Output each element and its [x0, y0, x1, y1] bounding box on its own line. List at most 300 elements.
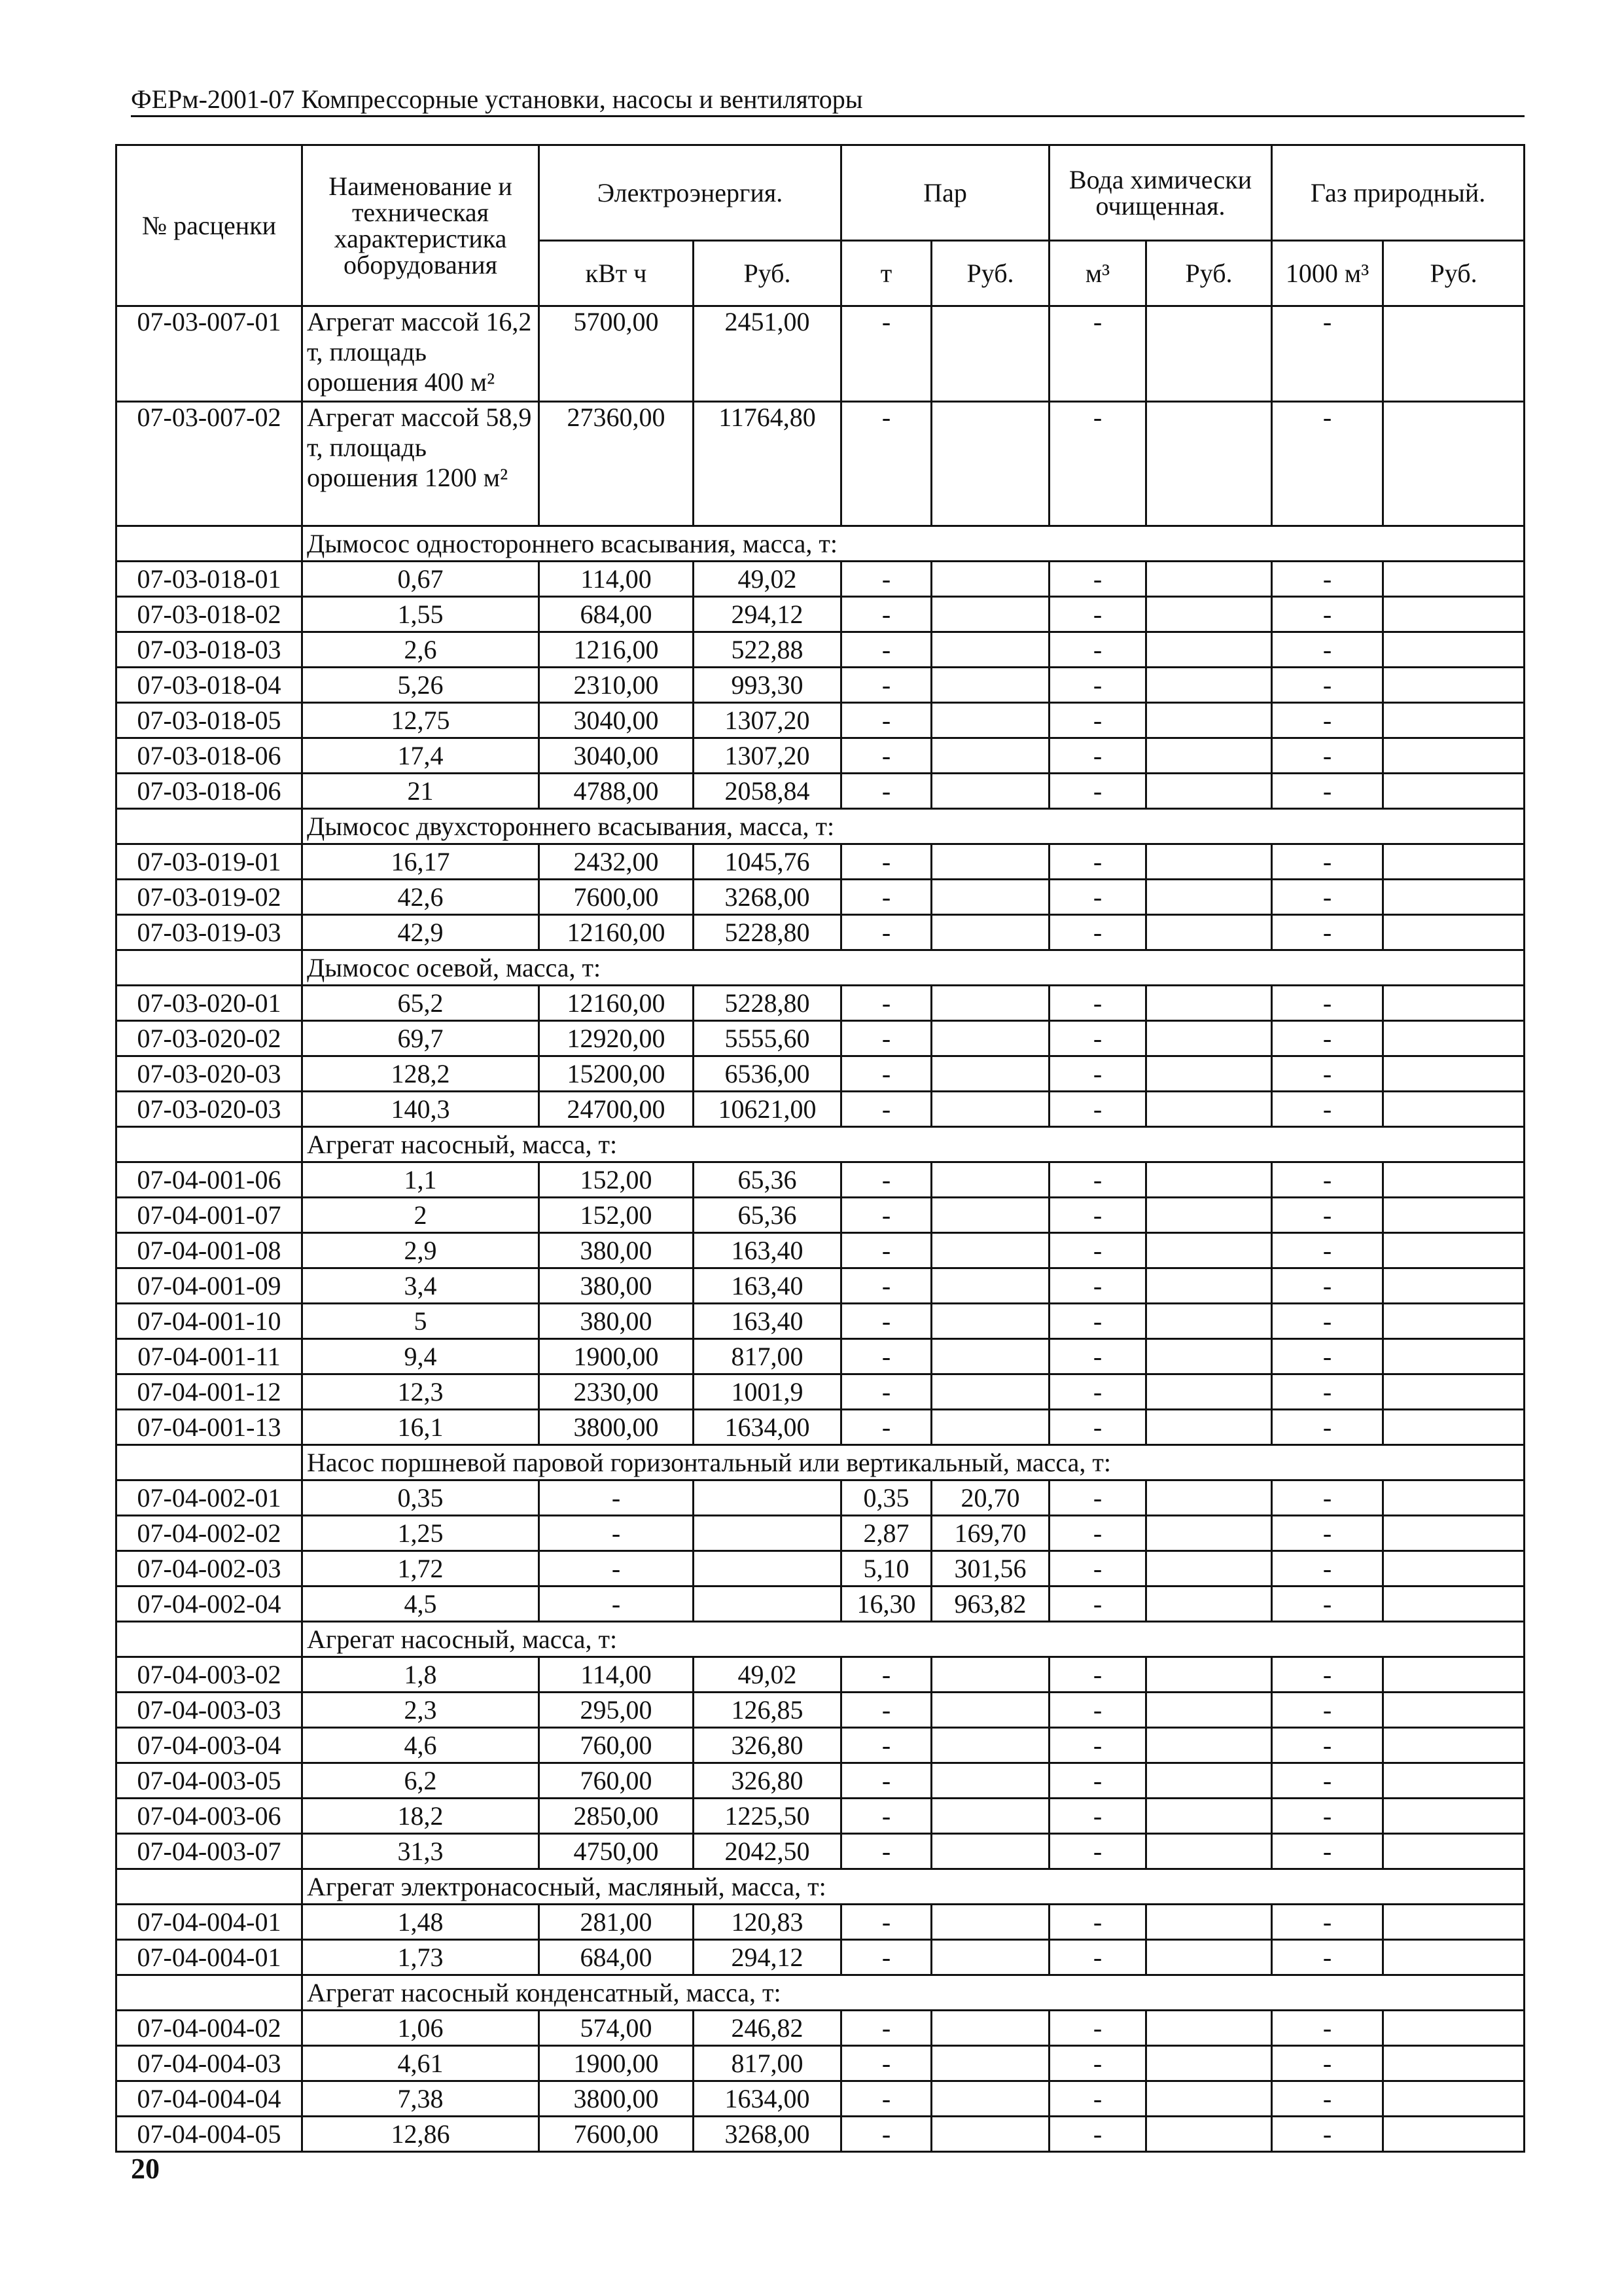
cell-code: 07-03-018-01 — [116, 562, 302, 597]
cell-code: 07-04-001-07 — [116, 1198, 302, 1233]
cell-name: 128,2 — [302, 1056, 539, 1092]
table-row — [116, 2081, 1525, 2117]
cell-code: 07-03-018-06 — [116, 774, 302, 809]
cell-mrub — [1146, 738, 1272, 774]
cell-kwh: 3800,00 — [539, 1410, 694, 1445]
cell-kwh: 574,00 — [539, 2011, 694, 2046]
cell-name: 4,5 — [302, 1587, 539, 1622]
cell-kwh: 684,00 — [539, 1940, 694, 1975]
cell-gas: - — [1272, 1657, 1383, 1693]
cell-m3: - — [1050, 844, 1146, 880]
cell-trub — [932, 986, 1050, 1021]
cell-name: 0,35 — [302, 1480, 539, 1516]
cell-code: 07-04-004-04 — [116, 2081, 302, 2117]
cell-kwh: 684,00 — [539, 597, 694, 632]
table-row — [116, 1092, 1525, 1127]
cell-code: 07-03-018-05 — [116, 703, 302, 738]
cell-grub — [1383, 1410, 1525, 1445]
cell-rub: 126,85 — [694, 1693, 841, 1728]
rates-table — [115, 144, 1525, 2153]
cell-name: 1,8 — [302, 1657, 539, 1693]
cell-name: 16,1 — [302, 1410, 539, 1445]
cell-mrub — [1146, 1410, 1272, 1445]
cell-kwh: 152,00 — [539, 1198, 694, 1233]
cell-m3: - — [1050, 1834, 1146, 1869]
cell-mrub — [1146, 597, 1272, 632]
cell-code: 07-04-001-11 — [116, 1339, 302, 1374]
table-row — [116, 844, 1525, 880]
cell-rub: 817,00 — [694, 2046, 841, 2081]
cell-t: - — [841, 703, 932, 738]
cell-m3: - — [1050, 632, 1146, 668]
cell-kwh: 3800,00 — [539, 2081, 694, 2117]
cell-mrub — [1146, 1940, 1272, 1975]
cell-m3: - — [1050, 1021, 1146, 1056]
table-body — [116, 306, 1525, 2152]
cell-gas: - — [1272, 1410, 1383, 1445]
cell-mrub — [1146, 1198, 1272, 1233]
cell-t: - — [841, 2081, 932, 2117]
cell-t: - — [841, 986, 932, 1021]
cell-gas: - — [1272, 1092, 1383, 1127]
cell-gas: - — [1272, 1799, 1383, 1834]
table-row — [116, 1339, 1525, 1374]
cell-gas: - — [1272, 738, 1383, 774]
table-row — [116, 774, 1525, 809]
cell-rub: 11764,80 — [694, 402, 841, 526]
cell-name: 1,48 — [302, 1905, 539, 1940]
cell-mrub — [1146, 1339, 1272, 1374]
section-title: Дымосос осевой, масса, т: — [302, 950, 1525, 986]
cell-t: - — [841, 2046, 932, 2081]
cell-rub: 294,12 — [694, 597, 841, 632]
table-row — [116, 1304, 1525, 1339]
section-row — [116, 1445, 1525, 1480]
cell-t: - — [841, 632, 932, 668]
cell-grub — [1383, 1551, 1525, 1587]
section-code-cell — [116, 1622, 302, 1657]
cell-rub: 3268,00 — [694, 2117, 841, 2152]
cell-t: - — [841, 1162, 932, 1198]
header-gas-rub: Руб. — [1383, 241, 1525, 306]
cell-rub — [694, 1480, 841, 1516]
cell-trub — [932, 1021, 1050, 1056]
cell-t: - — [841, 306, 932, 402]
cell-kwh: 2432,00 — [539, 844, 694, 880]
cell-trub — [932, 1233, 1050, 1268]
cell-name: 69,7 — [302, 1021, 539, 1056]
cell-gas: - — [1272, 703, 1383, 738]
table-row — [116, 632, 1525, 668]
cell-kwh: 152,00 — [539, 1162, 694, 1198]
cell-grub — [1383, 562, 1525, 597]
cell-m3: - — [1050, 1056, 1146, 1092]
cell-kwh: 760,00 — [539, 1763, 694, 1799]
cell-mrub — [1146, 1304, 1272, 1339]
header-code: № расценки — [116, 145, 302, 306]
cell-t: - — [841, 844, 932, 880]
cell-rub: 65,36 — [694, 1198, 841, 1233]
cell-mrub — [1146, 1021, 1272, 1056]
cell-mrub — [1146, 915, 1272, 950]
table-row — [116, 1940, 1525, 1975]
cell-rub: 246,82 — [694, 2011, 841, 2046]
cell-t: - — [841, 2011, 932, 2046]
cell-gas: - — [1272, 774, 1383, 809]
cell-kwh: 380,00 — [539, 1268, 694, 1304]
cell-t: 5,10 — [841, 1551, 932, 1587]
cell-trub — [932, 1268, 1050, 1304]
cell-t: - — [841, 1940, 932, 1975]
cell-trub — [932, 1410, 1050, 1445]
cell-trub — [932, 1834, 1050, 1869]
cell-name: 1,73 — [302, 1940, 539, 1975]
cell-trub — [932, 632, 1050, 668]
section-row — [116, 809, 1525, 844]
cell-grub — [1383, 1480, 1525, 1516]
cell-gas: - — [1272, 2011, 1383, 2046]
cell-m3: - — [1050, 2011, 1146, 2046]
cell-gas: - — [1272, 562, 1383, 597]
section-code-cell — [116, 950, 302, 986]
table-row — [116, 986, 1525, 1021]
cell-kwh: 4750,00 — [539, 1834, 694, 1869]
table-row — [116, 1763, 1525, 1799]
section-title: Агрегат насосный, масса, т: — [302, 1127, 1525, 1162]
cell-name: 17,4 — [302, 738, 539, 774]
cell-mrub — [1146, 1162, 1272, 1198]
cell-mrub — [1146, 1728, 1272, 1763]
table-row — [116, 703, 1525, 738]
cell-kwh: - — [539, 1551, 694, 1587]
cell-rub: 1001,9 — [694, 1374, 841, 1410]
cell-trub — [932, 668, 1050, 703]
cell-rub: 49,02 — [694, 1657, 841, 1693]
cell-t: - — [841, 402, 932, 526]
cell-kwh: 27360,00 — [539, 402, 694, 526]
cell-rub: 5555,60 — [694, 1021, 841, 1056]
cell-trub — [932, 1162, 1050, 1198]
table-row — [116, 1056, 1525, 1092]
table-row — [116, 738, 1525, 774]
cell-code: 07-03-018-04 — [116, 668, 302, 703]
cell-grub — [1383, 1693, 1525, 1728]
cell-m3: - — [1050, 1905, 1146, 1940]
cell-kwh: 380,00 — [539, 1233, 694, 1268]
cell-gas: - — [1272, 1162, 1383, 1198]
cell-t: - — [841, 1728, 932, 1763]
cell-m3: - — [1050, 2046, 1146, 2081]
cell-rub: 163,40 — [694, 1233, 841, 1268]
cell-gas: - — [1272, 1198, 1383, 1233]
cell-grub — [1383, 402, 1525, 526]
cell-grub — [1383, 306, 1525, 402]
table-row — [116, 1657, 1525, 1693]
cell-gas: - — [1272, 1374, 1383, 1410]
header-kwh: кВт ч — [539, 241, 694, 306]
cell-mrub — [1146, 844, 1272, 880]
cell-t: - — [841, 1374, 932, 1410]
cell-name: 12,75 — [302, 703, 539, 738]
cell-name: 5,26 — [302, 668, 539, 703]
cell-grub — [1383, 1516, 1525, 1551]
cell-grub — [1383, 738, 1525, 774]
cell-gas: - — [1272, 1940, 1383, 1975]
cell-kwh: 7600,00 — [539, 2117, 694, 2152]
cell-t: - — [841, 915, 932, 950]
cell-kwh: 114,00 — [539, 562, 694, 597]
cell-grub — [1383, 2011, 1525, 2046]
cell-m3: - — [1050, 306, 1146, 402]
cell-code: 07-03-018-02 — [116, 597, 302, 632]
cell-code: 07-03-007-02 — [116, 402, 302, 526]
table-row — [116, 915, 1525, 950]
section-code-cell — [116, 1445, 302, 1480]
section-title: Агрегат насосный конденсатный, масса, т: — [302, 1975, 1525, 2011]
cell-t: - — [841, 1834, 932, 1869]
cell-name: Агрегат массой 16,2 т, площадь орошения 400 м² — [302, 306, 539, 402]
cell-mrub — [1146, 2117, 1272, 2152]
cell-t: - — [841, 1233, 932, 1268]
cell-kwh: 12160,00 — [539, 986, 694, 1021]
cell-t: 0,35 — [841, 1480, 932, 1516]
cell-t: 16,30 — [841, 1587, 932, 1622]
table-row — [116, 2117, 1525, 2152]
cell-m3: - — [1050, 2117, 1146, 2152]
cell-gas: - — [1272, 2081, 1383, 2117]
cell-gas: - — [1272, 306, 1383, 402]
cell-rub: 1307,20 — [694, 738, 841, 774]
cell-trub — [932, 1374, 1050, 1410]
cell-trub — [932, 915, 1050, 950]
cell-rub: 2058,84 — [694, 774, 841, 809]
cell-m3: - — [1050, 2081, 1146, 2117]
section-code-cell — [116, 1127, 302, 1162]
cell-rub: 993,30 — [694, 668, 841, 703]
cell-name: 42,9 — [302, 915, 539, 950]
cell-rub: 49,02 — [694, 562, 841, 597]
cell-grub — [1383, 915, 1525, 950]
cell-rub: 1225,50 — [694, 1799, 841, 1834]
cell-kwh: 3040,00 — [539, 738, 694, 774]
cell-gas: - — [1272, 2117, 1383, 2152]
cell-kwh: 1900,00 — [539, 1339, 694, 1374]
cell-name: 7,38 — [302, 2081, 539, 2117]
cell-code: 07-04-004-03 — [116, 2046, 302, 2081]
cell-grub — [1383, 703, 1525, 738]
cell-grub — [1383, 2117, 1525, 2152]
cell-trub — [932, 1339, 1050, 1374]
cell-name: 2,3 — [302, 1693, 539, 1728]
cell-kwh: 760,00 — [539, 1728, 694, 1763]
cell-m3: - — [1050, 1551, 1146, 1587]
cell-m3: - — [1050, 1728, 1146, 1763]
cell-trub — [932, 562, 1050, 597]
cell-name: 1,25 — [302, 1516, 539, 1551]
cell-grub — [1383, 1233, 1525, 1268]
cell-gas: - — [1272, 986, 1383, 1021]
cell-name: 2,9 — [302, 1233, 539, 1268]
cell-grub — [1383, 1728, 1525, 1763]
cell-code: 07-04-003-05 — [116, 1763, 302, 1799]
cell-mrub — [1146, 1763, 1272, 1799]
cell-name: 21 — [302, 774, 539, 809]
section-title: Дымосос одностороннего всасывания, масса, т: — [302, 526, 1525, 562]
cell-rub: 326,80 — [694, 1763, 841, 1799]
cell-gas: - — [1272, 597, 1383, 632]
cell-mrub — [1146, 880, 1272, 915]
cell-mrub — [1146, 774, 1272, 809]
cell-m3: - — [1050, 986, 1146, 1021]
cell-m3: - — [1050, 1233, 1146, 1268]
cell-t: - — [841, 562, 932, 597]
cell-rub: 2042,50 — [694, 1834, 841, 1869]
cell-name: 16,17 — [302, 844, 539, 880]
cell-gas: - — [1272, 1551, 1383, 1587]
cell-name: 18,2 — [302, 1799, 539, 1834]
cell-name: 1,06 — [302, 2011, 539, 2046]
cell-grub — [1383, 1021, 1525, 1056]
cell-gas: - — [1272, 1905, 1383, 1940]
cell-m3: - — [1050, 1516, 1146, 1551]
header-name: Наименование и техническая характеристика оборудования — [302, 145, 539, 306]
cell-m3: - — [1050, 402, 1146, 526]
cell-code: 07-04-003-03 — [116, 1693, 302, 1728]
table-row — [116, 1410, 1525, 1445]
cell-gas: - — [1272, 1763, 1383, 1799]
cell-code: 07-04-004-02 — [116, 2011, 302, 2046]
cell-mrub — [1146, 1268, 1272, 1304]
cell-mrub — [1146, 703, 1272, 738]
table-row — [116, 562, 1525, 597]
cell-name: 4,6 — [302, 1728, 539, 1763]
cell-code: 07-04-001-12 — [116, 1374, 302, 1410]
cell-grub — [1383, 668, 1525, 703]
cell-grub — [1383, 632, 1525, 668]
cell-trub — [932, 738, 1050, 774]
cell-rub: 2451,00 — [694, 306, 841, 402]
cell-m3: - — [1050, 1374, 1146, 1410]
cell-kwh: 295,00 — [539, 1693, 694, 1728]
cell-grub — [1383, 1587, 1525, 1622]
header-electricity: Электроэнергия. — [539, 145, 841, 241]
cell-code: 07-04-001-09 — [116, 1268, 302, 1304]
cell-name: 6,2 — [302, 1763, 539, 1799]
cell-kwh: 2310,00 — [539, 668, 694, 703]
section-title: Насос поршневой паровой горизонтальный или вертикальный, масса, т: — [302, 1445, 1525, 1480]
table-row — [116, 2046, 1525, 2081]
cell-gas: - — [1272, 1587, 1383, 1622]
cell-grub — [1383, 1268, 1525, 1304]
cell-code: 07-04-002-04 — [116, 1587, 302, 1622]
cell-trub — [932, 306, 1050, 402]
cell-gas: - — [1272, 2046, 1383, 2081]
cell-m3: - — [1050, 1799, 1146, 1834]
table-row — [116, 880, 1525, 915]
cell-t: - — [841, 774, 932, 809]
cell-t: - — [841, 2117, 932, 2152]
cell-grub — [1383, 1799, 1525, 1834]
cell-mrub — [1146, 2081, 1272, 2117]
cell-kwh: 15200,00 — [539, 1056, 694, 1092]
cell-code: 07-03-020-02 — [116, 1021, 302, 1056]
header-water-m3: м³ — [1050, 241, 1146, 306]
cell-grub — [1383, 1940, 1525, 1975]
cell-m3: - — [1050, 1763, 1146, 1799]
cell-rub: 163,40 — [694, 1304, 841, 1339]
cell-kwh: 1900,00 — [539, 2046, 694, 2081]
cell-name: 1,72 — [302, 1551, 539, 1587]
section-row — [116, 526, 1525, 562]
cell-grub — [1383, 986, 1525, 1021]
cell-name: 1,55 — [302, 597, 539, 632]
cell-rub: 522,88 — [694, 632, 841, 668]
cell-trub: 301,56 — [932, 1551, 1050, 1587]
cell-kwh: - — [539, 1516, 694, 1551]
cell-name: 65,2 — [302, 986, 539, 1021]
cell-mrub — [1146, 632, 1272, 668]
section-row — [116, 1622, 1525, 1657]
cell-mrub — [1146, 1587, 1272, 1622]
cell-name: 2,6 — [302, 632, 539, 668]
cell-code: 07-04-001-13 — [116, 1410, 302, 1445]
cell-kwh: - — [539, 1480, 694, 1516]
cell-m3: - — [1050, 1162, 1146, 1198]
cell-grub — [1383, 597, 1525, 632]
cell-gas: - — [1272, 1021, 1383, 1056]
section-title: Дымосос двухстороннего всасывания, масса, т: — [302, 809, 1525, 844]
cell-t: - — [841, 1056, 932, 1092]
cell-m3: - — [1050, 774, 1146, 809]
cell-m3: - — [1050, 880, 1146, 915]
cell-code: 07-03-020-01 — [116, 986, 302, 1021]
cell-name: Агрегат массой 58,9 т, площадь орошения 1200 м² — [302, 402, 539, 526]
cell-rub: 1045,76 — [694, 844, 841, 880]
section-title: Агрегат электронасосный, масляный, масса, т: — [302, 1869, 1525, 1905]
cell-trub: 20,70 — [932, 1480, 1050, 1516]
cell-mrub — [1146, 1657, 1272, 1693]
cell-kwh: - — [539, 1587, 694, 1622]
cell-trub — [932, 597, 1050, 632]
cell-trub — [932, 402, 1050, 526]
cell-trub — [932, 703, 1050, 738]
cell-rub: 6536,00 — [694, 1056, 841, 1092]
cell-mrub — [1146, 1799, 1272, 1834]
section-code-cell — [116, 809, 302, 844]
cell-mrub — [1146, 2011, 1272, 2046]
cell-gas: - — [1272, 1516, 1383, 1551]
cell-name: 140,3 — [302, 1092, 539, 1127]
cell-name: 2 — [302, 1198, 539, 1233]
cell-m3: - — [1050, 1587, 1146, 1622]
cell-grub — [1383, 1198, 1525, 1233]
cell-m3: - — [1050, 597, 1146, 632]
cell-code: 07-04-003-07 — [116, 1834, 302, 1869]
cell-mrub — [1146, 1693, 1272, 1728]
table-row — [116, 1834, 1525, 1869]
table-row — [116, 1480, 1525, 1516]
table-row — [116, 1693, 1525, 1728]
cell-gas: - — [1272, 844, 1383, 880]
section-row — [116, 1869, 1525, 1905]
section-title: Агрегат насосный, масса, т: — [302, 1622, 1525, 1657]
cell-kwh: 2850,00 — [539, 1799, 694, 1834]
cell-m3: - — [1050, 738, 1146, 774]
cell-grub — [1383, 1162, 1525, 1198]
cell-rub: 163,40 — [694, 1268, 841, 1304]
cell-t: 2,87 — [841, 1516, 932, 1551]
cell-name: 9,4 — [302, 1339, 539, 1374]
